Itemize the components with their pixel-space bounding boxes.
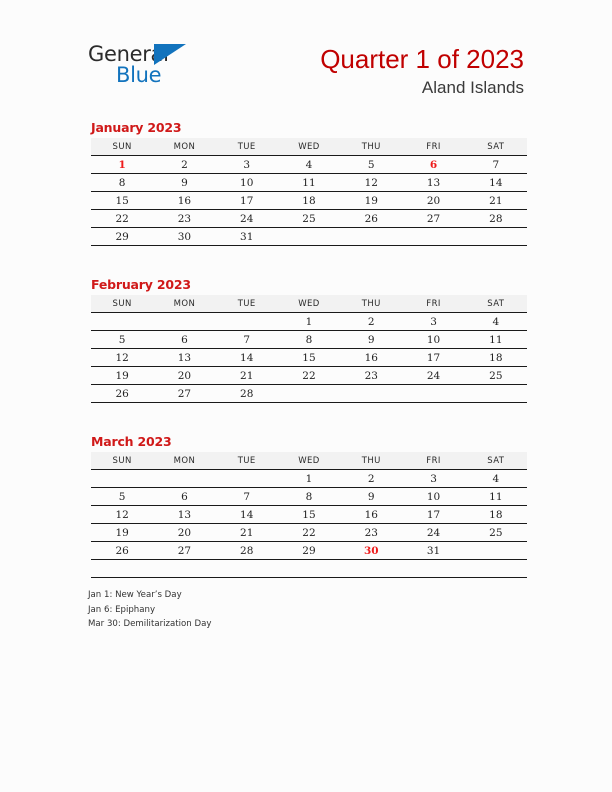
weekday-header-sat: SAT	[465, 295, 527, 313]
calendar-day[interactable]: 28	[465, 210, 527, 228]
weekday-header-wed: WED	[278, 452, 340, 470]
weekday-header-sun: SUN	[91, 295, 153, 313]
calendar-day-holiday[interactable]: 6	[402, 156, 464, 174]
calendar-day[interactable]: 27	[153, 542, 215, 560]
weekday-header-fri: FRI	[402, 452, 464, 470]
calendar-day[interactable]: 12	[340, 174, 402, 192]
calendar-week-row	[91, 313, 527, 331]
calendar-day-empty	[91, 470, 153, 488]
calendar-week-row	[91, 524, 527, 542]
calendar-day[interactable]: 11	[465, 488, 527, 506]
calendar-week-row	[91, 156, 527, 174]
calendar-day-empty	[216, 470, 278, 488]
calendar-day[interactable]: 24	[216, 210, 278, 228]
calendar-day[interactable]: 11	[278, 174, 340, 192]
region-subtitle: Aland Islands	[421, 78, 524, 97]
holiday-note: Mar 30: Demilitarization Day	[88, 619, 212, 629]
calendar-week-row	[91, 228, 527, 246]
calendar-day-empty	[216, 560, 278, 578]
calendar-day[interactable]: 4	[278, 156, 340, 174]
calendar-week-row	[91, 488, 527, 506]
calendar-day[interactable]: 21	[465, 192, 527, 210]
weekday-header-row	[91, 452, 527, 470]
calendar-day[interactable]: 10	[402, 488, 464, 506]
weekday-header-tue: TUE	[216, 138, 278, 156]
title-block	[320, 44, 524, 99]
calendar-day[interactable]: 21	[216, 524, 278, 542]
calendar-day-empty	[91, 313, 153, 331]
calendar-day[interactable]: 20	[153, 524, 215, 542]
calendar-day[interactable]: 7	[465, 156, 527, 174]
calendar-day[interactable]: 14	[216, 349, 278, 367]
calendar-day[interactable]: 15	[91, 192, 153, 210]
calendar-day[interactable]: 16	[340, 506, 402, 524]
weekday-header-sat: SAT	[465, 138, 527, 156]
holiday-note: Jan 6: Epiphany	[88, 604, 156, 615]
calendar-day[interactable]: 23	[153, 210, 215, 228]
weekday-header-sat: SAT	[465, 452, 527, 470]
month-block-march	[91, 434, 527, 578]
calendar-day[interactable]: 25	[465, 367, 527, 385]
calendar-day[interactable]: 2	[340, 470, 402, 488]
calendar-day[interactable]: 7	[216, 488, 278, 506]
calendar-day-empty	[402, 228, 464, 246]
calendar-day[interactable]: 4	[465, 313, 527, 331]
holiday-note: Jan 1: New Year’s Day	[88, 590, 182, 600]
logo-text-general: General	[88, 42, 169, 66]
calendar-day[interactable]: 16	[153, 192, 215, 210]
blue-triangle-icon	[154, 44, 186, 65]
calendar-day[interactable]: 18	[465, 506, 527, 524]
calendar-day[interactable]: 16	[340, 349, 402, 367]
calendar-day[interactable]: 5	[91, 331, 153, 349]
calendar-day[interactable]: 15	[278, 506, 340, 524]
calendar-day[interactable]: 29	[278, 542, 340, 560]
calendar-day[interactable]: 19	[340, 192, 402, 210]
calendar-day[interactable]: 9	[153, 174, 215, 192]
calendar-day[interactable]: 17	[216, 192, 278, 210]
calendar-day[interactable]: 12	[91, 506, 153, 524]
calendar-day-empty	[402, 385, 464, 403]
calendar-week-row	[91, 192, 527, 210]
weekday-header-sun: SUN	[91, 138, 153, 156]
calendar-day[interactable]: 3	[402, 470, 464, 488]
calendar-day[interactable]: 13	[153, 506, 215, 524]
calendar-day[interactable]: 9	[340, 331, 402, 349]
calendar-day[interactable]: 22	[91, 210, 153, 228]
general-blue-logo[interactable]	[88, 42, 208, 88]
calendar-day[interactable]: 25	[465, 524, 527, 542]
weekday-header-wed: WED	[278, 295, 340, 313]
calendar-day-empty	[340, 228, 402, 246]
month-block-january	[91, 120, 527, 246]
calendar-day[interactable]: 12	[91, 349, 153, 367]
weekday-header-mon: MON	[153, 452, 215, 470]
calendar-day[interactable]: 31	[402, 542, 464, 560]
calendar-day-empty	[465, 560, 527, 578]
weekday-header-thu: THU	[340, 295, 402, 313]
calendar-day[interactable]: 31	[216, 228, 278, 246]
weekday-header-mon: MON	[153, 138, 215, 156]
calendar-day[interactable]: 29	[91, 228, 153, 246]
calendar-day[interactable]: 26	[340, 210, 402, 228]
calendar-day[interactable]: 27	[153, 385, 215, 403]
calendar-body	[91, 156, 527, 246]
weekday-header-fri: FRI	[402, 295, 464, 313]
calendar-day[interactable]: 26	[91, 542, 153, 560]
month-title: March 2023	[91, 434, 172, 449]
month-calendar-table	[91, 295, 527, 403]
month-title: January 2023	[91, 120, 182, 135]
calendar-day-empty	[402, 560, 464, 578]
calendar-day[interactable]: 11	[465, 331, 527, 349]
page-title: Quarter 1 of 2023	[320, 44, 524, 74]
calendar-day[interactable]: 1	[278, 313, 340, 331]
calendar-day[interactable]: 24	[402, 367, 464, 385]
calendar-day[interactable]: 28	[216, 542, 278, 560]
calendar-day[interactable]: 13	[402, 174, 464, 192]
calendar-day[interactable]: 10	[402, 331, 464, 349]
calendar-day[interactable]: 20	[153, 367, 215, 385]
month-block-february	[91, 277, 527, 403]
calendar-day[interactable]: 7	[216, 331, 278, 349]
calendar-week-row	[91, 174, 527, 192]
calendar-day[interactable]: 25	[278, 210, 340, 228]
calendar-day[interactable]: 4	[465, 470, 527, 488]
calendar-day[interactable]: 17	[402, 349, 464, 367]
calendar-week-row	[91, 367, 527, 385]
calendar-day-empty	[216, 313, 278, 331]
calendar-day-empty	[278, 560, 340, 578]
calendar-day-empty	[340, 560, 402, 578]
calendar-day-empty	[278, 228, 340, 246]
page-header	[0, 0, 612, 110]
calendar-day-empty	[153, 470, 215, 488]
calendar-day[interactable]: 14	[465, 174, 527, 192]
calendar-week-row	[91, 560, 527, 578]
weekday-header-thu: THU	[340, 452, 402, 470]
calendar-day-empty	[153, 313, 215, 331]
calendar-day[interactable]: 5	[340, 156, 402, 174]
calendar-day[interactable]: 28	[216, 385, 278, 403]
calendar-day[interactable]: 27	[402, 210, 464, 228]
calendar-day[interactable]: 2	[340, 313, 402, 331]
logo-text-blue: Blue	[116, 63, 162, 87]
calendar-day[interactable]: 13	[153, 349, 215, 367]
month-title: February 2023	[91, 277, 191, 292]
weekday-header-tue: TUE	[216, 295, 278, 313]
calendar-body	[91, 470, 527, 578]
calendar-day[interactable]: 8	[278, 331, 340, 349]
calendar-day[interactable]: 1	[278, 470, 340, 488]
calendar-day[interactable]: 23	[340, 367, 402, 385]
calendar-day[interactable]: 19	[91, 367, 153, 385]
calendar-day[interactable]: 2	[153, 156, 215, 174]
calendar-week-row	[91, 542, 527, 560]
calendar-week-row	[91, 210, 527, 228]
calendar-day[interactable]: 26	[91, 385, 153, 403]
calendar-day[interactable]: 19	[91, 524, 153, 542]
calendar-day-empty	[153, 560, 215, 578]
weekday-header-row	[91, 295, 527, 313]
calendar-day-holiday[interactable]: 30	[340, 542, 402, 560]
calendar-day[interactable]: 15	[278, 349, 340, 367]
calendar-day[interactable]: 9	[340, 488, 402, 506]
calendar-day[interactable]: 23	[340, 524, 402, 542]
weekday-header-tue: TUE	[216, 452, 278, 470]
calendar-body	[91, 313, 527, 403]
weekday-header-wed: WED	[278, 138, 340, 156]
weekday-header-mon: MON	[153, 295, 215, 313]
month-calendar-table	[91, 138, 527, 246]
calendar-week-row	[91, 331, 527, 349]
calendar-day-empty	[465, 542, 527, 560]
calendar-week-row	[91, 385, 527, 403]
calendar-day[interactable]: 24	[402, 524, 464, 542]
calendar-day-empty	[340, 385, 402, 403]
calendar-day[interactable]: 8	[278, 488, 340, 506]
weekday-header-thu: THU	[340, 138, 402, 156]
calendar-week-row	[91, 470, 527, 488]
calendar-day[interactable]: 17	[402, 506, 464, 524]
calendar-week-row	[91, 506, 527, 524]
calendar-day[interactable]: 6	[153, 331, 215, 349]
calendar-day[interactable]: 8	[91, 174, 153, 192]
calendar-day-empty	[465, 228, 527, 246]
calendar-day-empty	[91, 560, 153, 578]
calendar-day[interactable]: 3	[216, 156, 278, 174]
calendar-week-row	[91, 349, 527, 367]
calendar-day[interactable]: 22	[278, 367, 340, 385]
month-calendar-table	[91, 452, 527, 578]
calendar-day[interactable]: 6	[153, 488, 215, 506]
calendar-day[interactable]: 18	[278, 192, 340, 210]
calendar-day[interactable]: 20	[402, 192, 464, 210]
calendar-day-empty	[278, 385, 340, 403]
calendar-day[interactable]: 10	[216, 174, 278, 192]
weekday-header-fri: FRI	[402, 138, 464, 156]
holiday-notes-list	[88, 588, 508, 632]
calendar-day[interactable]: 22	[278, 524, 340, 542]
calendar-day[interactable]: 21	[216, 367, 278, 385]
weekday-header-sun: SUN	[91, 452, 153, 470]
calendar-day[interactable]: 5	[91, 488, 153, 506]
calendar-day[interactable]: 30	[153, 228, 215, 246]
calendar-day-empty	[465, 385, 527, 403]
calendar-day[interactable]: 14	[216, 506, 278, 524]
calendar-day[interactable]: 18	[465, 349, 527, 367]
calendar-day-holiday[interactable]: 1	[91, 156, 153, 174]
weekday-header-row	[91, 138, 527, 156]
calendar-day[interactable]: 3	[402, 313, 464, 331]
